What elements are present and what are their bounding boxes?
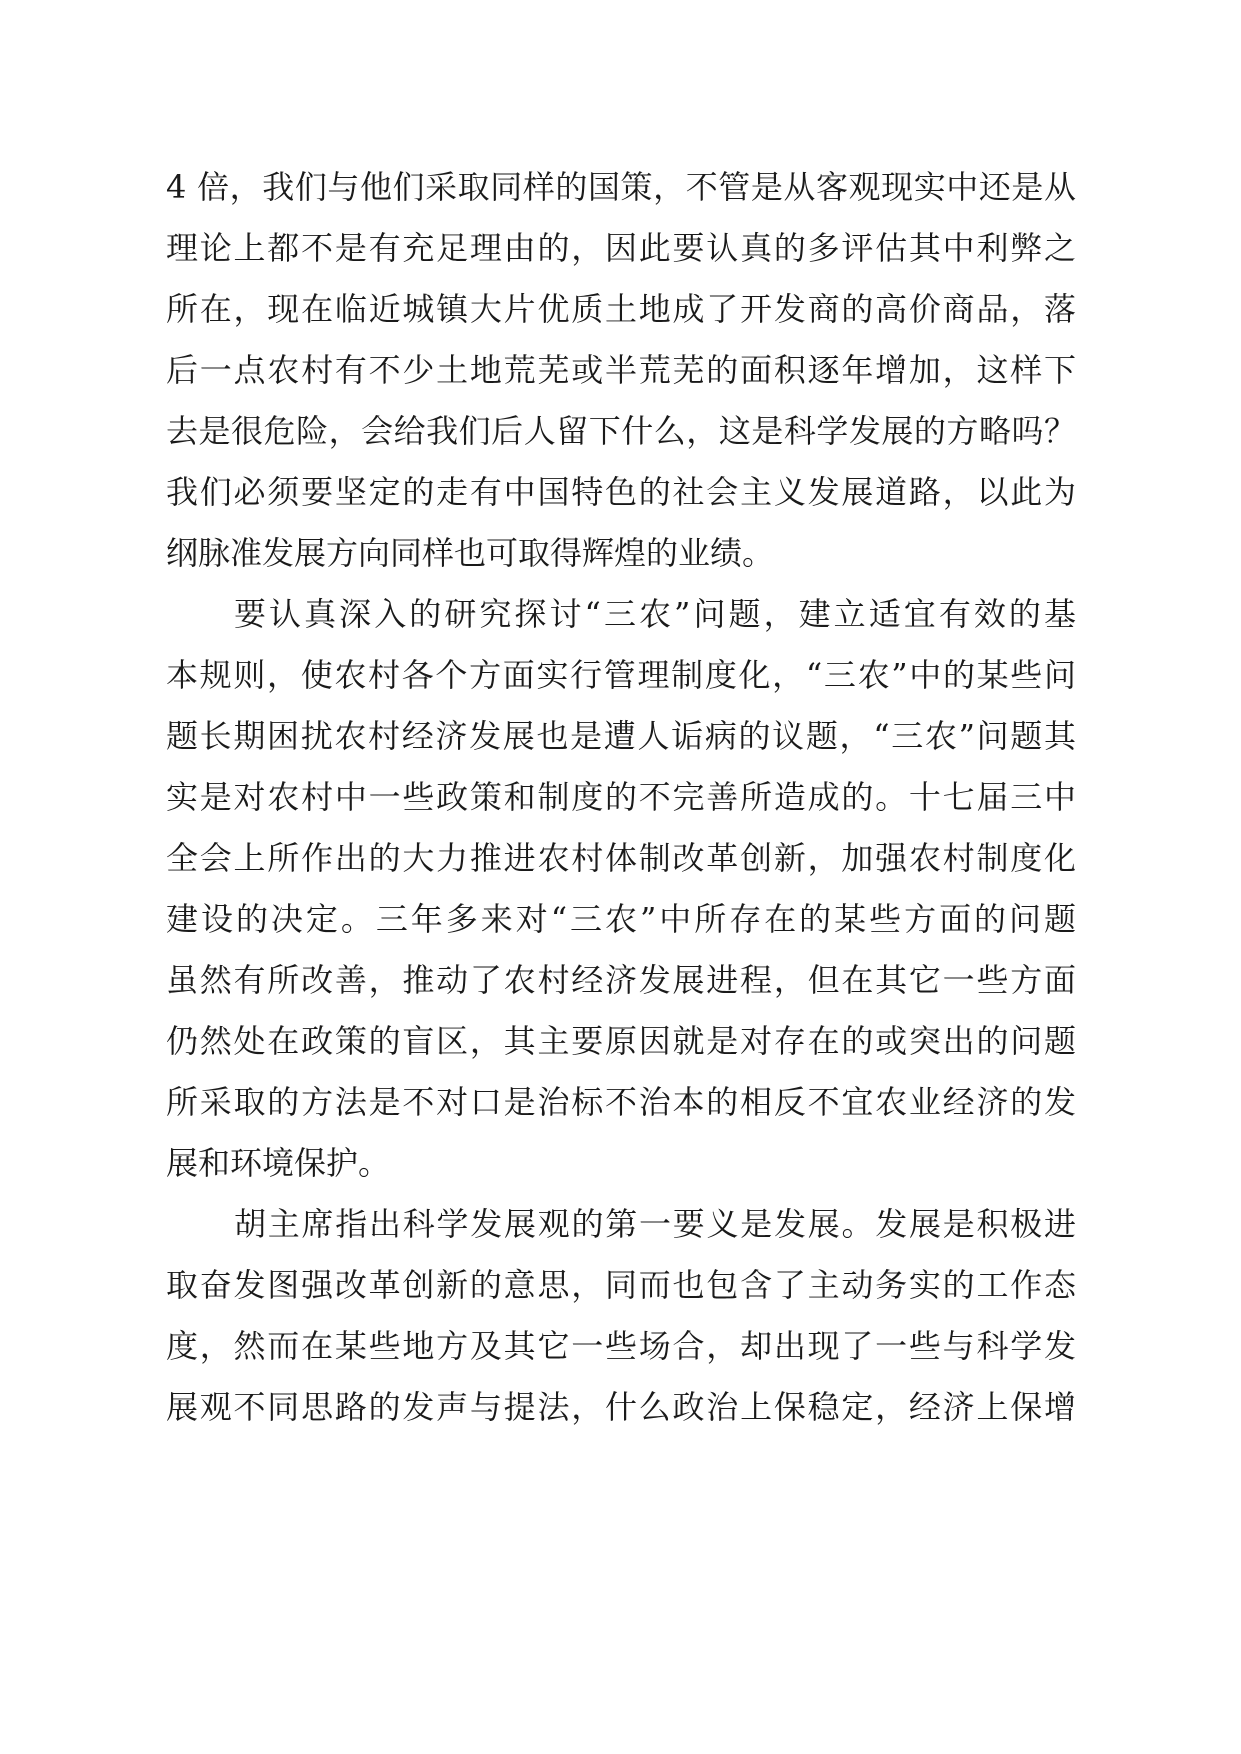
text-line: 建设的决定。三年多来对“三农”中所存在的某些方面的问题 <box>166 900 1076 938</box>
text-line: 后一点农村有不少土地荒芜或半荒芜的面积逐年增加，这样下 <box>166 351 1076 389</box>
text-line: 全会上所作出的大力推进农村体制改革创新，加强农村制度化 <box>166 839 1076 877</box>
text-line: 本规则，使农村各个方面实行管理制度化，“三农”中的某些问 <box>166 656 1076 694</box>
text-line: 度，然而在某些地方及其它一些场合，却出现了一些与科学发 <box>166 1327 1076 1365</box>
text-line: 理论上都不是有充足理由的，因此要认真的多评估其中利弊之 <box>166 229 1076 267</box>
text-line: 展和环境保护。 <box>166 1144 391 1182</box>
text-line: 取奋发图强改革创新的意思，同而也包含了主动务实的工作态 <box>166 1266 1076 1304</box>
text-line: 展观不同思路的发声与提法，什么政治上保稳定，经济上保增 <box>166 1388 1076 1426</box>
text-line: 去是很危险，会给我们后人留下什么，这是科学发展的方略吗？ <box>166 412 1076 450</box>
paragraph-first-line: 胡主席指出科学发展观的第一要义是发展。发展是积极进 <box>234 1205 1076 1243</box>
text-line: 4 倍，我们与他们采取同样的国策，不管是从客观现实中还是从 <box>166 168 1076 206</box>
text-line: 仍然处在政策的盲区，其主要原因就是对存在的或突出的问题 <box>166 1022 1076 1060</box>
paragraph-first-line: 要认真深入的研究探讨“三农”问题，建立适宜有效的基 <box>234 595 1076 633</box>
text-line: 纲脉准发展方向同样也可取得辉煌的业绩。 <box>166 534 775 572</box>
text-line: 所在，现在临近城镇大片优质土地成了开发商的高价商品，落 <box>166 290 1076 328</box>
text-line: 所采取的方法是不对口是治标不治本的相反不宜农业经济的发 <box>166 1083 1076 1121</box>
text-line: 我们必须要坚定的走有中国特色的社会主义发展道路，以此为 <box>166 473 1076 511</box>
text-line: 题长期困扰农村经济发展也是遭人诟病的议题，“三农”问题其 <box>166 717 1076 755</box>
text-line: 虽然有所改善，推动了农村经济发展进程，但在其它一些方面 <box>166 961 1076 999</box>
text-line: 实是对农村中一些政策和制度的不完善所造成的。十七届三中 <box>166 778 1076 816</box>
